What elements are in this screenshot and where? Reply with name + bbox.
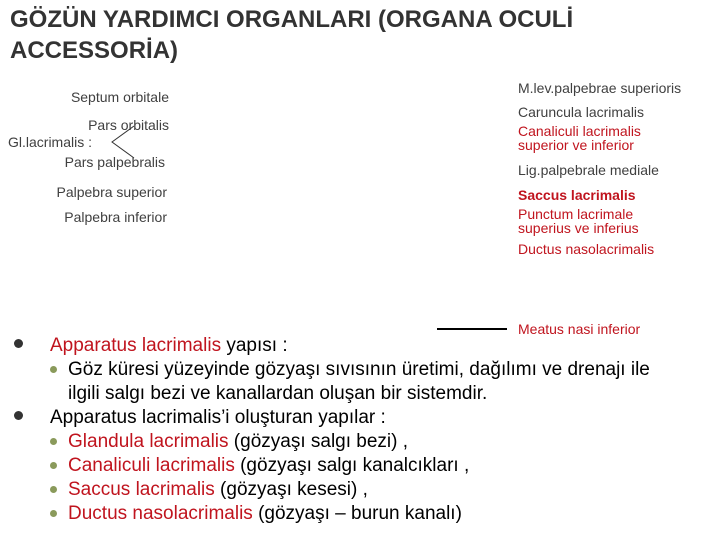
sub-bullet-text: (gözyaşı salgı kanalcıkları ,: [234, 455, 470, 476]
bullet-item: [0, 406, 720, 430]
bullet-text: Apparatus lacrimalis’i oluşturan yapılar :: [50, 407, 386, 428]
label-pars-orbitalis: Pars orbitalis: [88, 117, 169, 133]
label-gl-lacrimalis: Gl.lacrimalis :: [8, 134, 93, 150]
pointer-line: [437, 328, 507, 330]
bullet-dot-icon: [14, 411, 23, 420]
sub-bullet-text: (gözyaşı kesesi) ,: [214, 479, 368, 500]
label-septum-orbitale: Septum orbitale: [70, 89, 169, 105]
sub-bullet-dot-icon: [50, 486, 57, 493]
sub-bullet-term: Canaliculi lacrimalis: [68, 455, 235, 476]
sub-bullet-item: [0, 358, 668, 406]
page-title: GÖZÜN YARDIMCI ORGANLARI (ORGANA OCULİ ACCESSORİA): [10, 6, 574, 64]
bullet-dot-icon: [14, 339, 23, 348]
label-meatus: Meatus nasi inferior: [518, 321, 641, 337]
label-punctum-1: Punctum lacrimale: [518, 206, 634, 222]
sub-bullet-dot-icon: [50, 462, 57, 469]
sub-bullet-item: [0, 502, 720, 526]
sub-bullet-term: Saccus lacrimalis: [68, 479, 215, 500]
sub-bullet-dot-icon: [50, 366, 57, 373]
bullet-term: Apparatus lacrimalis: [50, 335, 222, 356]
label-palpebra-inferior: Palpebra inferior: [64, 209, 167, 225]
bullet-item: [0, 334, 720, 358]
label-pars-palpebralis: Pars palpebralis: [64, 154, 165, 170]
label-palpebra-superior: Palpebra superior: [56, 184, 167, 200]
sub-bullet-item: [0, 430, 720, 454]
label-canaliculi-2: superior ve inferior: [518, 137, 634, 153]
bullet-list: [0, 334, 720, 526]
sub-bullet-text: (gözyaşı – burun kanalı): [252, 503, 462, 524]
sub-bullet-term: Glandula lacrimalis: [68, 431, 229, 452]
label-punctum-2: superius ve inferius: [518, 220, 639, 236]
bullet-text: yapısı :: [221, 335, 288, 356]
sub-bullet-dot-icon: [50, 510, 57, 517]
sub-bullet-item: [0, 454, 720, 478]
sub-bullet-item: [0, 478, 720, 502]
sub-bullet-text: (gözyaşı salgı bezi) ,: [228, 431, 409, 452]
label-m-lev-palpebrae: M.lev.palpebrae superioris: [518, 80, 682, 96]
label-saccus: Saccus lacrimalis: [518, 187, 636, 203]
sub-bullet-term: Ductus nasolacrimalis: [68, 503, 253, 524]
label-lig-palpebrale: Lig.palpebrale mediale: [518, 162, 659, 178]
label-canaliculi-1: Canaliculi lacrimalis: [518, 123, 641, 139]
label-caruncula: Caruncula lacrimalis: [518, 104, 645, 120]
sub-bullet-text: Göz küresi yüzeyinde gözyaşı sıvısının üretimi, dağılımı ve drenajı ile ilgili salgı bezi ve kanallardan oluşan bir sistemdir.: [68, 359, 650, 404]
sub-bullet-dot-icon: [50, 438, 57, 445]
label-ductus: Ductus nasolacrimalis: [518, 241, 655, 257]
